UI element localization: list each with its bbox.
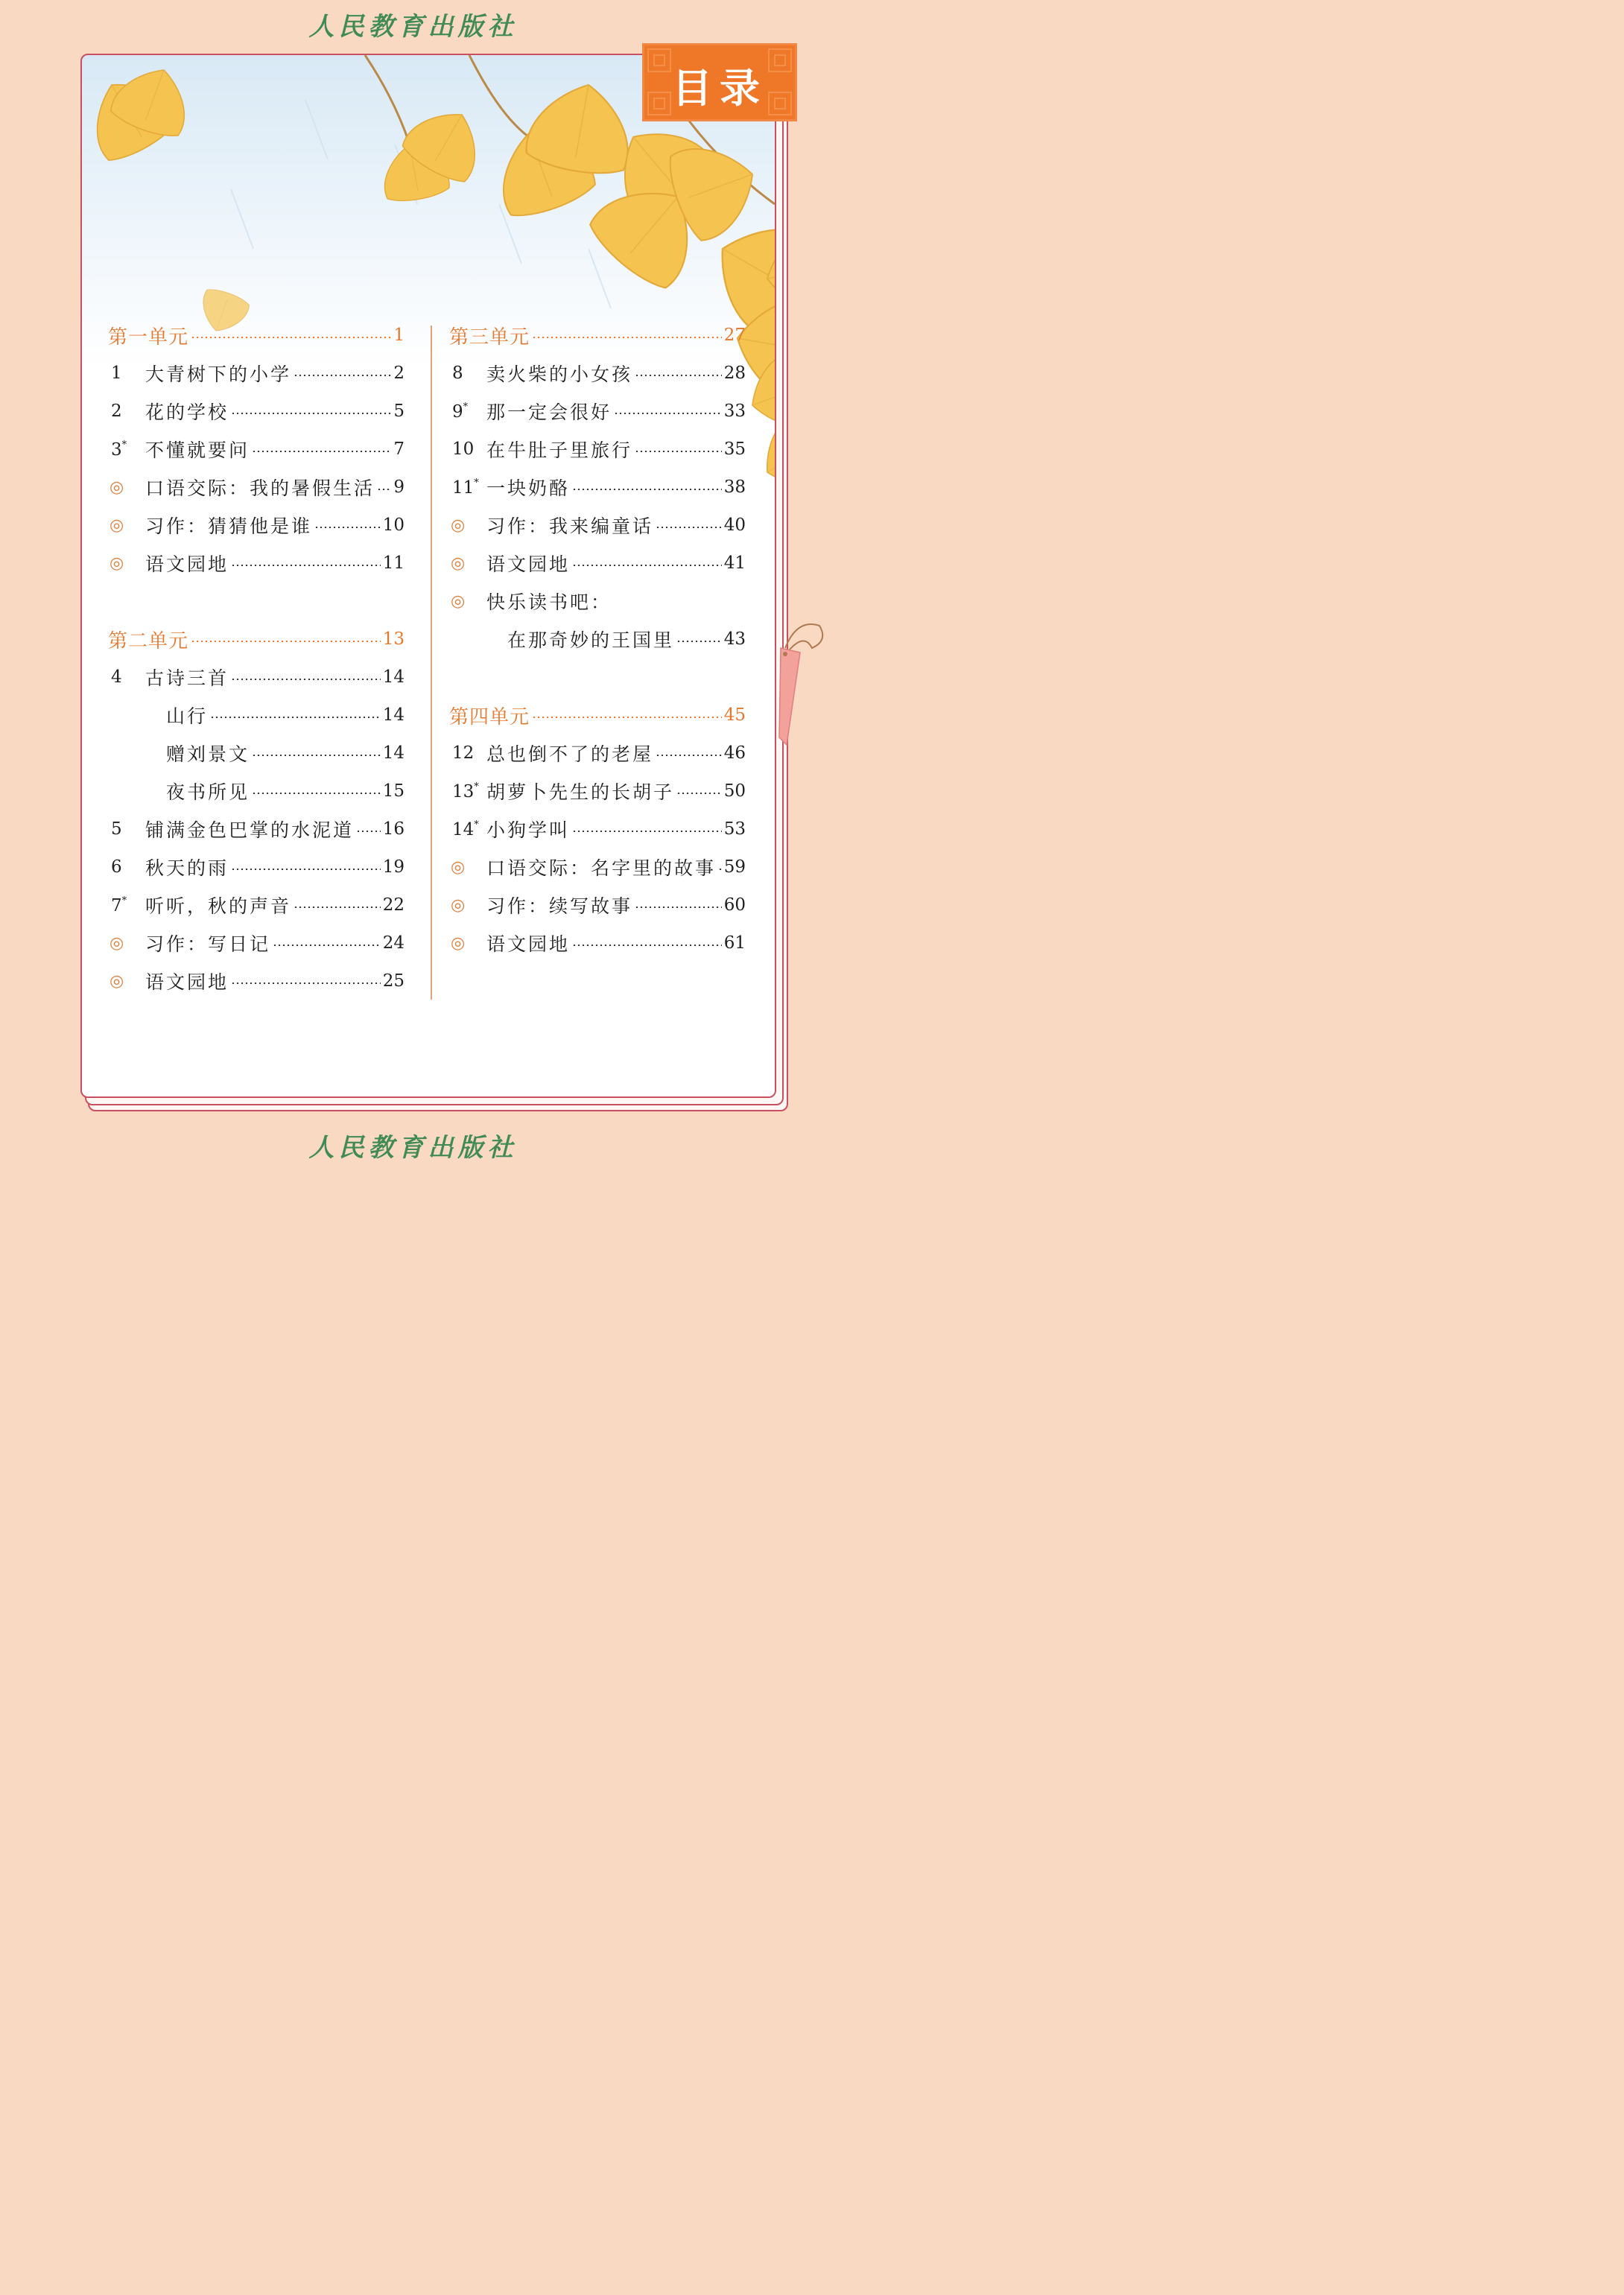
- dot-leader: [532, 337, 722, 338]
- dot-leader: [377, 489, 391, 490]
- dot-leader: [635, 907, 722, 908]
- toc-entry[interactable]: [108, 928, 405, 958]
- entry-title: 胡萝卜先生的长胡子: [486, 781, 675, 803]
- bullet-circle-icon: ◎: [451, 933, 466, 953]
- entry-title: 山行: [166, 705, 209, 727]
- page-number: 24: [382, 933, 405, 953]
- dot-leader: [252, 793, 381, 794]
- page-number: 14: [382, 667, 405, 687]
- bullet-circle-icon: ◎: [451, 553, 466, 573]
- toc-entry[interactable]: [449, 548, 746, 578]
- lesson-number: 12: [452, 743, 475, 763]
- optional-star: *: [474, 781, 479, 793]
- column-divider: [431, 326, 432, 1000]
- entry-title: 习作：写日记: [145, 933, 271, 955]
- entry-title: 习作：猜猜他是谁: [145, 515, 313, 537]
- unit-title: 第二单元: [108, 629, 189, 653]
- dot-leader: [231, 679, 381, 680]
- entry-title: 古诗三首: [145, 667, 229, 689]
- page-number: 27: [723, 326, 746, 345]
- toc-entry[interactable]: [449, 928, 746, 958]
- toc-entry[interactable]: [449, 358, 746, 388]
- entry-title: 习作：续写故事: [486, 895, 633, 917]
- entry-title: 一块奶酪: [486, 477, 571, 499]
- entry-title: 语文园地: [145, 553, 229, 575]
- page-number: 10: [382, 515, 405, 535]
- page-number: 41: [723, 553, 746, 573]
- entry-title: 秋天的雨: [145, 857, 229, 879]
- toc-entry[interactable]: [449, 396, 746, 426]
- entry-title: 语文园地: [486, 933, 571, 955]
- dot-leader: [718, 869, 722, 870]
- dot-leader: [294, 375, 391, 376]
- dot-leader: [294, 907, 381, 908]
- bullet-circle-icon: ◎: [451, 591, 466, 611]
- dot-leader: [252, 451, 391, 452]
- page-number: 53: [723, 819, 746, 839]
- entry-title: 赠刘景文: [166, 743, 250, 765]
- dot-leader: [191, 337, 391, 338]
- page-number: 16: [382, 819, 405, 839]
- page-number: 5: [393, 401, 405, 421]
- toc-entry[interactable]: [449, 890, 746, 920]
- lesson-number: 5: [111, 819, 122, 839]
- lesson-number: 9*: [452, 401, 469, 422]
- bullet-circle-icon: ◎: [110, 553, 124, 573]
- unit-heading[interactable]: [449, 320, 746, 350]
- page-number: 45: [723, 705, 746, 725]
- dot-leader: [231, 565, 381, 566]
- unit-heading[interactable]: [449, 700, 746, 730]
- lesson-number: 7*: [111, 895, 127, 915]
- toc-entry[interactable]: [108, 396, 405, 426]
- dot-leader: [210, 717, 381, 718]
- dot-leader: [191, 641, 381, 642]
- entry-title: 语文园地: [145, 971, 229, 993]
- page-number: 33: [723, 401, 746, 421]
- dot-leader: [635, 375, 722, 376]
- toc-entry[interactable]: [449, 814, 746, 844]
- toc-entry[interactable]: [108, 434, 405, 464]
- entry-title: 快乐读书吧：: [486, 591, 612, 613]
- page-number: 19: [382, 857, 405, 877]
- entry-title: 花的学校: [145, 401, 229, 423]
- toc-entry[interactable]: [108, 776, 405, 806]
- bullet-circle-icon: ◎: [110, 477, 124, 497]
- dot-leader: [656, 527, 722, 528]
- optional-star: *: [121, 895, 127, 907]
- toc-entry[interactable]: [449, 586, 746, 616]
- toc-entry[interactable]: [108, 814, 405, 844]
- page-number: 50: [723, 781, 746, 801]
- publisher-logo-bottom: 人民教育出版社: [308, 1133, 518, 1163]
- dot-leader: [532, 717, 722, 718]
- dot-leader: [572, 565, 722, 566]
- toc-entry[interactable]: [108, 510, 405, 540]
- optional-star: *: [121, 439, 127, 451]
- toc-entry[interactable]: [108, 890, 405, 920]
- unit-heading[interactable]: [108, 320, 405, 350]
- dot-leader: [656, 755, 722, 756]
- entry-title: 总也倒不了的老屋: [486, 743, 654, 765]
- entry-title: 小狗学叫: [486, 819, 571, 841]
- dot-leader: [676, 793, 722, 794]
- dot-leader: [231, 413, 391, 414]
- lesson-number: 11*: [452, 477, 479, 498]
- page-number: 60: [723, 895, 746, 915]
- page-number: 28: [723, 364, 746, 383]
- entry-title: 语文园地: [486, 553, 571, 575]
- bookmark-tag-icon: [775, 618, 827, 752]
- page-number: 40: [723, 515, 746, 535]
- dot-leader: [273, 945, 381, 946]
- page-number: 38: [723, 477, 746, 497]
- bullet-circle-icon: ◎: [451, 515, 466, 535]
- toc-entry[interactable]: [108, 738, 405, 768]
- publisher-logo-top: 人民教育出版社: [308, 12, 518, 42]
- toc-entry[interactable]: [449, 510, 746, 540]
- optional-star: *: [474, 477, 479, 489]
- lesson-number: 1: [111, 364, 122, 383]
- page-number: 1: [393, 326, 405, 345]
- toc-entry[interactable]: [449, 434, 746, 464]
- toc-entry[interactable]: [108, 662, 405, 692]
- page-number: 25: [382, 971, 405, 991]
- dot-leader: [231, 983, 381, 984]
- page-number: 2: [393, 364, 405, 383]
- bullet-circle-icon: ◎: [451, 895, 466, 915]
- lesson-number: 3*: [111, 439, 127, 460]
- page-number: 14: [382, 743, 405, 763]
- page-number: 15: [382, 781, 405, 801]
- entry-title: 不懂就要问: [145, 439, 250, 461]
- bullet-circle-icon: ◎: [110, 971, 124, 991]
- page-title: 目录: [672, 65, 767, 112]
- dot-leader: [572, 489, 722, 490]
- entry-title: 口语交际：我的暑假生活: [145, 477, 375, 499]
- unit-title: 第四单元: [449, 705, 530, 729]
- entry-title: 习作：我来编童话: [486, 515, 654, 537]
- unit-heading[interactable]: [108, 624, 405, 654]
- page-number: 46: [723, 743, 746, 763]
- toc-entry[interactable]: [449, 472, 746, 502]
- toc-entry[interactable]: [108, 700, 405, 730]
- toc-entry[interactable]: [449, 624, 746, 654]
- lesson-number: 13*: [452, 781, 479, 801]
- dot-leader: [614, 413, 722, 414]
- lesson-number: 8: [452, 364, 463, 383]
- toc-entry[interactable]: [449, 738, 746, 768]
- toc-entry[interactable]: [108, 548, 405, 578]
- dot-leader: [231, 869, 381, 870]
- entry-title: 大青树下的小学: [145, 364, 292, 385]
- unit-title: 第一单元: [108, 326, 189, 349]
- dot-leader: [676, 641, 722, 642]
- dot-leader: [252, 755, 381, 756]
- page-number: 59: [723, 857, 746, 877]
- entry-title: 口语交际：名字里的故事: [486, 857, 717, 879]
- lesson-number: 6: [111, 857, 122, 877]
- dot-leader: [572, 945, 722, 946]
- entry-title: 卖火柴的小女孩: [486, 364, 633, 385]
- bullet-circle-icon: ◎: [110, 933, 124, 953]
- page-number: 43: [723, 629, 746, 649]
- page-number: 61: [723, 933, 746, 953]
- toc-entry[interactable]: [449, 852, 746, 882]
- toc-entry[interactable]: [449, 776, 746, 806]
- entry-title: 那一定会很好: [486, 401, 612, 423]
- lesson-number: 4: [111, 667, 122, 687]
- lesson-number: 14*: [452, 819, 479, 839]
- entry-title: 夜书所见: [166, 781, 250, 803]
- contents-title-tab: [642, 43, 797, 121]
- page-number: 11: [382, 553, 405, 573]
- bullet-circle-icon: ◎: [110, 515, 124, 535]
- bullet-circle-icon: ◎: [451, 857, 466, 877]
- unit-title: 第三单元: [449, 326, 530, 349]
- page-number: 13: [382, 629, 405, 649]
- entry-title: 在那奇妙的王国里: [507, 629, 675, 651]
- entry-title: 听听，秋的声音: [145, 895, 292, 917]
- optional-star: *: [463, 401, 469, 413]
- lesson-number: 2: [111, 401, 122, 421]
- entry-title: 在牛肚子里旅行: [486, 439, 633, 461]
- dot-leader: [572, 831, 722, 832]
- lesson-number: 10: [452, 439, 475, 459]
- dot-leader: [356, 831, 381, 832]
- dot-leader: [635, 451, 722, 452]
- page-number: 7: [393, 439, 405, 459]
- page-number: 14: [382, 705, 405, 725]
- page-number: 35: [723, 439, 746, 459]
- toc-entry[interactable]: [108, 472, 405, 502]
- entry-title: 铺满金色巴掌的水泥道: [145, 819, 355, 841]
- toc-entry[interactable]: [108, 966, 405, 996]
- dot-leader: [314, 527, 381, 528]
- optional-star: *: [474, 819, 479, 831]
- page-number: 9: [393, 477, 405, 497]
- page-number: 22: [382, 895, 405, 915]
- toc-entry[interactable]: [108, 358, 405, 388]
- toc-entry[interactable]: [108, 852, 405, 882]
